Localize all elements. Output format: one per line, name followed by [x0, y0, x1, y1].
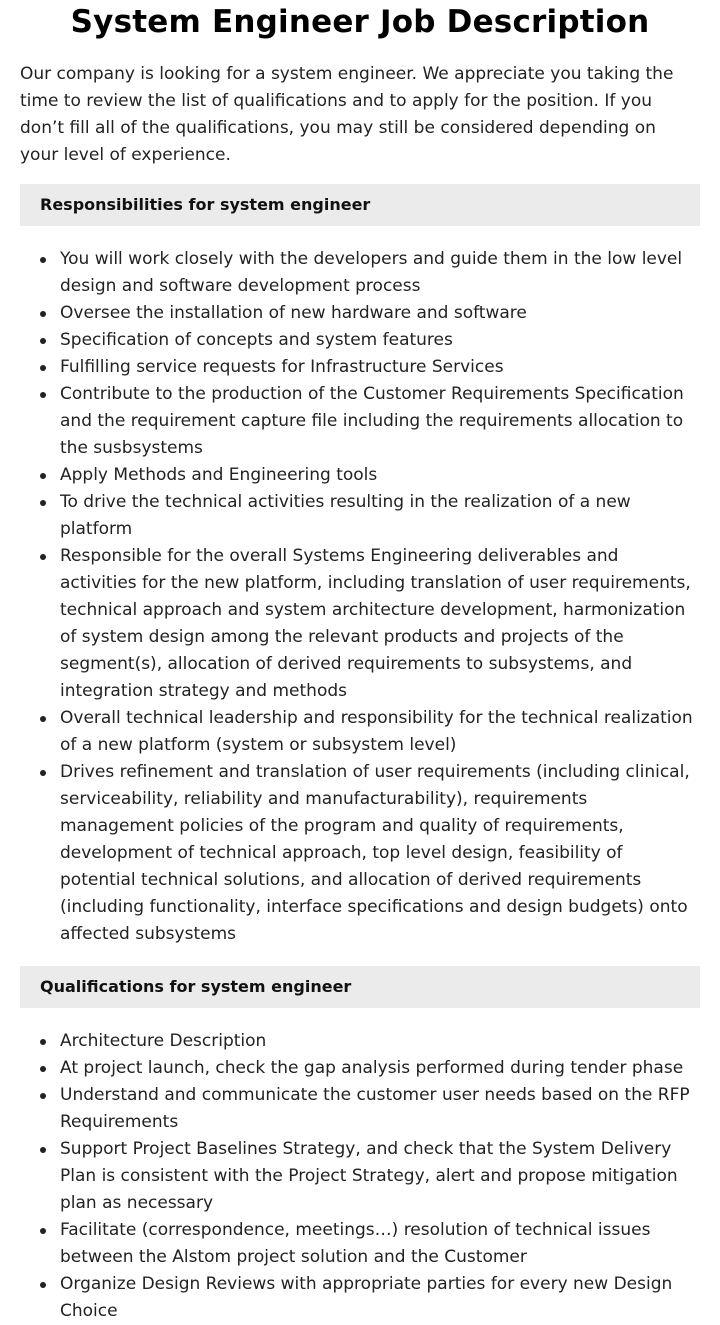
- bullet-icon: [40, 392, 46, 398]
- bullet-icon: [40, 1228, 46, 1234]
- list-item: [20, 1136, 700, 1217]
- list-item: [20, 1055, 700, 1082]
- bullet-icon: [40, 500, 46, 506]
- list-item-text: You will work closely with the developers and guide them in the low level design and software development process: [60, 249, 683, 296]
- list-item: [20, 381, 700, 462]
- qualifications-heading: Qualifications for system engineer: [20, 966, 700, 1008]
- list-item-text: Responsible for the overall Systems Engineering deliverables and activities for the new platform, including translation of user requirements, technical approach and system architecture development, harmonization of system design among the relevant products and projects of the segment(s), allocation of derived requirements to subsystems, and integration strategy and methods: [60, 546, 691, 701]
- list-item: [20, 300, 700, 327]
- list-item: [20, 543, 700, 705]
- list-item-text: Drives refinement and translation of user requirements (including clinical, serviceability, reliability and manufacturability), requirements management policies of the program and quality of requirements, development of technical approach, top level design, feasibility of potential technical solutions, and allocation of derived requirements (including functionality, interface specifications and design budgets) onto affected subsystems: [60, 762, 690, 944]
- list-item-text: Specification of concepts and system features: [60, 330, 453, 350]
- bullet-icon: [40, 770, 46, 776]
- list-item: [20, 462, 700, 489]
- bullet-icon: [40, 1066, 46, 1072]
- bullet-icon: [40, 1039, 46, 1045]
- bullet-icon: [40, 311, 46, 317]
- bullet-icon: [40, 257, 46, 263]
- list-item-text: Understand and communicate the customer user needs based on the RFP Requirements: [60, 1085, 690, 1132]
- bullet-icon: [40, 1093, 46, 1099]
- list-item-text: Support Project Baselines Strategy, and check that the System Delivery Plan is consistent with the Project Strategy, alert and propose mitigation plan as necessary: [60, 1139, 678, 1213]
- page-title: System Engineer Job Description: [70, 4, 650, 40]
- list-item: [20, 327, 700, 354]
- responsibilities-list: [20, 246, 700, 948]
- bullet-icon: [40, 473, 46, 479]
- bullet-icon: [40, 1282, 46, 1288]
- bullet-icon: [40, 365, 46, 371]
- list-item: [20, 354, 700, 381]
- list-item: [20, 246, 700, 300]
- list-item: [20, 489, 700, 543]
- list-item-text: Oversee the installation of new hardware and software: [60, 303, 527, 323]
- list-item-text: At project launch, check the gap analysis performed during tender phase: [60, 1058, 684, 1078]
- bullet-icon: [40, 1147, 46, 1153]
- list-item: [20, 1028, 700, 1055]
- responsibilities-heading: Responsibilities for system engineer: [20, 184, 700, 226]
- list-item-text: Organize Design Reviews with appropriate parties for every new Design Choice: [60, 1274, 673, 1321]
- intro-paragraph: Our company is looking for a system engineer. We appreciate you taking the time to review the list of qualifications and to apply for the position. If you don’t fill all of the qualifications, you may still be considered depending on your level of experience.: [20, 64, 674, 165]
- list-item: [20, 1271, 700, 1325]
- list-item: [20, 705, 700, 759]
- list-item-text: Contribute to the production of the Customer Requirements Specification and the requirement capture file including the requirements allocation to the susbsystems: [60, 384, 684, 458]
- list-item: [20, 1082, 700, 1136]
- bullet-icon: [40, 716, 46, 722]
- list-item: [20, 759, 700, 948]
- bullet-icon: [40, 338, 46, 344]
- bullet-icon: [40, 554, 46, 560]
- list-item-text: Overall technical leadership and responsibility for the technical realization of a new platform (system or subsystem level): [60, 708, 693, 755]
- list-item-text: Fulfilling service requests for Infrastructure Services: [60, 357, 504, 377]
- list-item-text: Apply Methods and Engineering tools: [60, 465, 378, 485]
- list-item-text: Facilitate (correspondence, meetings…) resolution of technical issues between the Alstom project solution and the Customer: [60, 1220, 651, 1267]
- qualifications-list: [20, 1028, 700, 1325]
- list-item: [20, 1217, 700, 1271]
- list-item-text: To drive the technical activities resulting in the realization of a new platform: [60, 492, 631, 539]
- list-item-text: Architecture Description: [60, 1031, 267, 1051]
